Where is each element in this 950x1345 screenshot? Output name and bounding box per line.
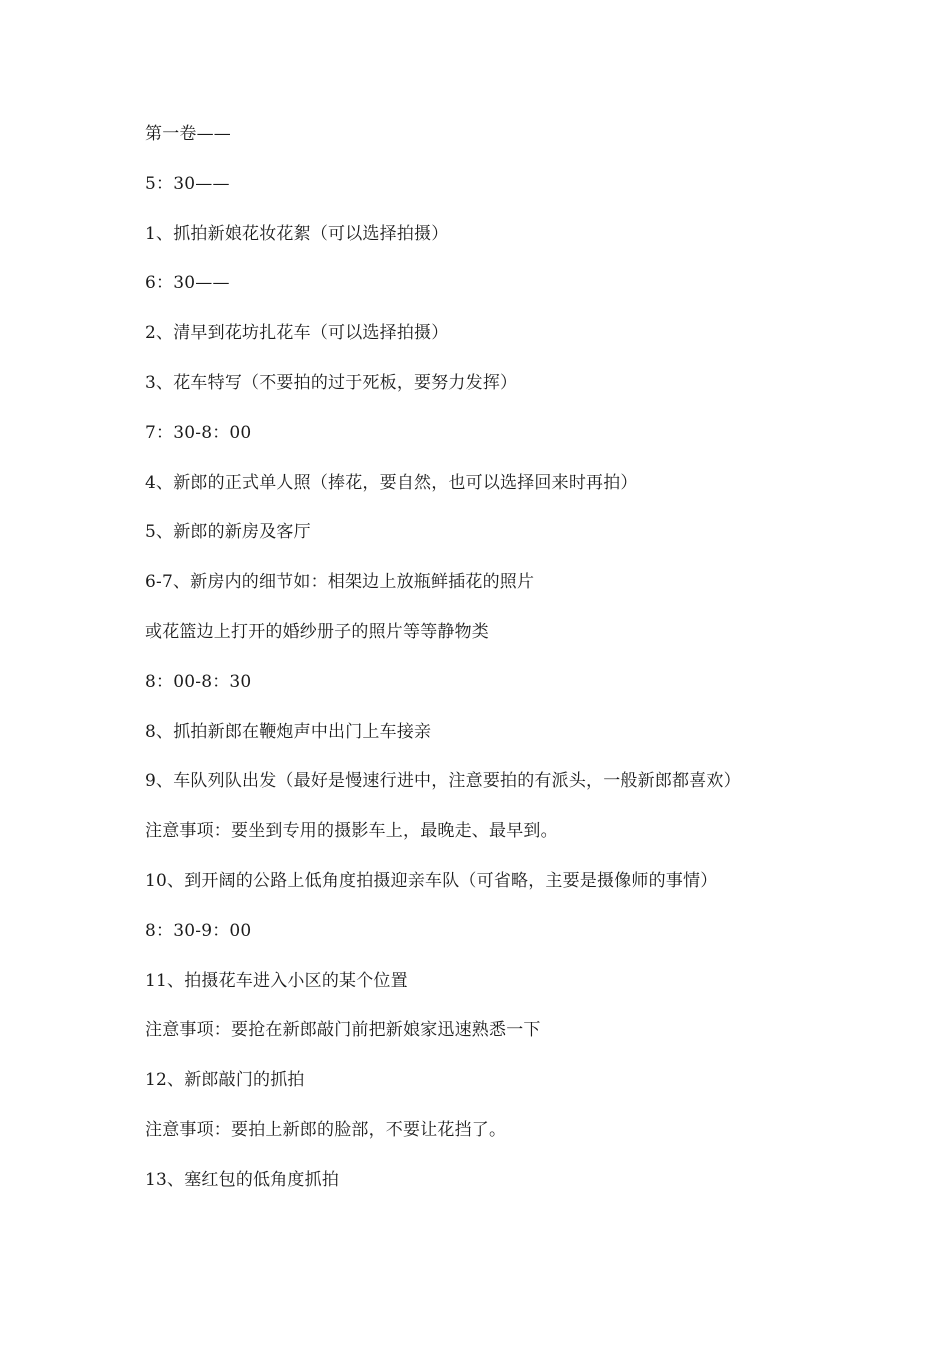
list-item: 11、拍摄花车进入小区的某个位置 bbox=[145, 970, 408, 991]
list-item: 8、抓拍新郎在鞭炮声中出门上车接亲 bbox=[145, 721, 432, 742]
note: 注意事项：要坐到专用的摄影车上，最晚走、最早到。 bbox=[145, 821, 558, 842]
list-item: 6-7、新房内的细节如：相架边上放瓶鲜插花的照片 bbox=[145, 572, 535, 593]
list-item: 9、车队列队出发（最好是慢速行进中，注意要拍的有派头，一般新郎都喜欢） bbox=[145, 771, 741, 792]
time-heading: 5：30—— bbox=[145, 173, 230, 194]
paragraph: 或花篮边上打开的婚纱册子的照片等等静物类 bbox=[145, 621, 489, 642]
document-body bbox=[145, 121, 925, 1217]
list-item: 5、新郎的新房及客厅 bbox=[145, 522, 311, 543]
time-heading: 8：30-9：00 bbox=[145, 920, 252, 941]
list-item: 2、清早到花坊扎花车（可以选择拍摄） bbox=[145, 323, 449, 344]
list-item: 1、抓拍新娘花妆花絮（可以选择拍摄） bbox=[145, 223, 449, 244]
note: 注意事项：要抢在新郎敲门前把新娘家迅速熟悉一下 bbox=[145, 1020, 541, 1041]
time-heading: 8：00-8：30 bbox=[145, 671, 252, 692]
volume-heading: 第一卷—— bbox=[145, 124, 231, 144]
list-item: 12、新郎敲门的抓拍 bbox=[145, 1070, 305, 1091]
time-heading: 6：30—— bbox=[145, 273, 230, 294]
list-item: 10、到开阔的公路上低角度拍摄迎亲车队（可省略，主要是摄像师的事情） bbox=[145, 870, 718, 891]
note: 注意事项：要拍上新郎的脸部，不要让花挡了。 bbox=[145, 1119, 507, 1140]
list-item: 13、塞红包的低角度抓拍 bbox=[145, 1169, 340, 1190]
list-item: 3、花车特写（不要拍的过于死板，要努力发挥） bbox=[145, 372, 518, 393]
time-heading: 7：30-8：00 bbox=[145, 422, 252, 443]
list-item: 4、新郎的正式单人照（捧花，要自然，也可以选择回来时再拍） bbox=[145, 472, 638, 493]
